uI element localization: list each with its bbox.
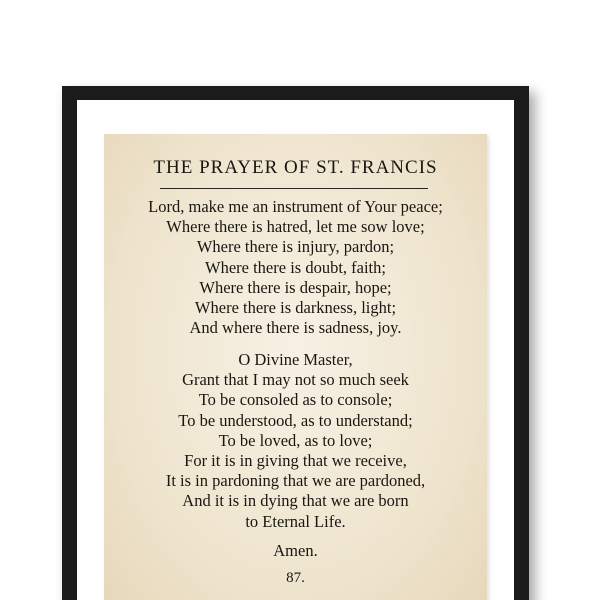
prayer-line: Where there is despair, hope; (199, 277, 392, 297)
prayer-line: To be loved, as to love; (218, 430, 373, 450)
prayer-line: Grant that I may not so much seek (182, 370, 409, 390)
prayer-line: It is in pardoning that we are pardoned, (165, 471, 426, 491)
prayer-line: To be understood, as to understand; (178, 410, 413, 430)
stanza-2 (0, 350, 591, 532)
prayer-line: O Divine Master, (238, 350, 353, 369)
page-number: 87. (286, 570, 305, 586)
prayer-line: Lord, make me an instrument of Your peace; (148, 197, 443, 216)
prayer-line: And where there is sadness, joy. (189, 318, 402, 338)
closing-amen: Amen. (273, 541, 318, 560)
prayer-line: To be consoled as to console; (198, 390, 393, 410)
prayer-line: And it is in dying that we are born (182, 491, 409, 511)
prayer-line: For it is in giving that we receive, (184, 450, 407, 470)
stanza-1 (0, 197, 591, 338)
prayer-line: Where there is darkness, light; (194, 297, 397, 317)
prayer-line: Where there is hatred, let me sow love; (166, 217, 425, 237)
prayer-line: to Eternal Life. (245, 511, 346, 531)
page-title: THE PRAYER OF ST. FRANCIS (153, 157, 438, 178)
prayer-line: Where there is doubt, faith; (205, 257, 386, 277)
title-divider (160, 188, 428, 189)
prayer-line: Where there is injury, pardon; (196, 237, 395, 257)
